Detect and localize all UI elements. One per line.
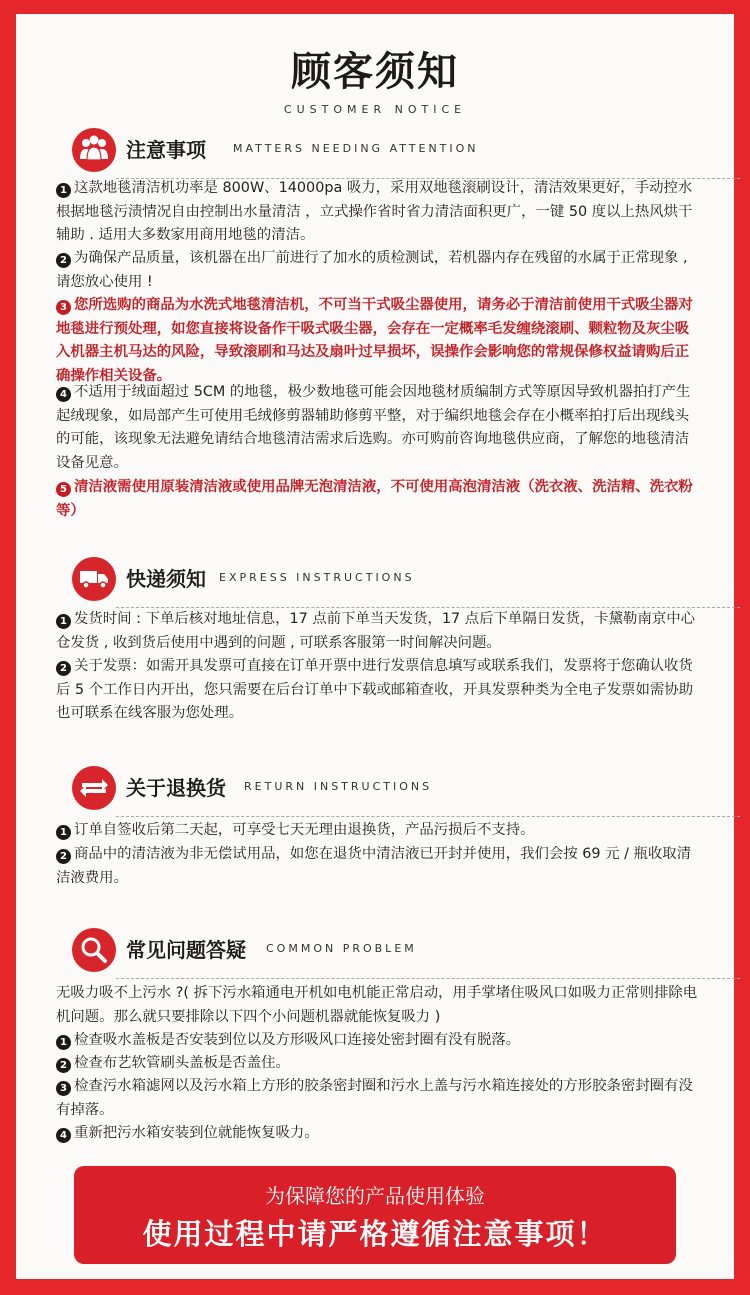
list-item [56,1029,702,1053]
title-cn: 顾客须知 [291,49,459,95]
list-item [56,655,702,726]
item-text: 检查吸水盖板是否安装到位以及方形吸风口连接处密封圈有没有脱落。 [74,1032,521,1048]
item-number: 4 [56,1128,71,1143]
section-divider [116,816,740,817]
truck-icon [72,557,116,601]
item-number: 1 [56,183,71,198]
item-text: 为确保产品质量，该机器在出厂前进行了加水的质检测试，若机器内存在残留的水属于正常现象 , 请您放心使用 ! [56,250,688,290]
item-number: 4 [56,387,71,402]
banner-subtitle: 为保障您的产品使用体验 [265,1184,485,1208]
item-number: 3 [56,300,71,315]
list-item [56,843,702,890]
list-item [56,1075,702,1122]
exchange-icon [72,766,116,810]
list-item [56,608,702,655]
section-title-cn: 常见问题答疑 [126,938,246,962]
list-item-warning [56,294,702,388]
list-item-warning [56,476,702,523]
item-number: 2 [56,849,71,864]
item-number: 2 [56,1058,71,1073]
item-number: 2 [56,661,71,676]
item-number: 3 [56,1081,71,1096]
banner-headline: 使用过程中请严格遵循注意事项！ [142,1217,608,1251]
section-title-en: COMMON PROBLEM [266,942,417,955]
magnifier-icon [72,928,116,972]
section-title-cn: 注意事项 [126,138,206,162]
page-title [16,40,734,116]
item-number: 1 [56,1035,71,1050]
title-en: CUSTOMER NOTICE [283,103,467,116]
item-text: 订单自签收后第二天起，可享受七天无理由退换货，产品污损后不支持。 [74,822,535,838]
item-text: 不适用于绒面超过 5CM 的地毯，极少数地毯可能会因地毯材质编制方式等原因导致机器拍打产生起绒现象，如局部产生可使用毛绒修剪器辅助修剪平整，对于编织地毯会存在小概率拍打后出现线头的可能，该现象无法避免请结合地毯清洁需求后选购。亦可购前咨询地毯供应商，了解您的地毯清洁设备见意。 [56,384,691,471]
list-item [56,819,702,843]
item-text: 发货时间 : 下单后核对地址信息，17 点前下单当天发货，17 点后下单隔日发货，卡黛勒南京中心仓发货 , 收到货后使用中遇到的问题 , 可联系客服第一时间解决问题。 [56,611,696,651]
section-title-en: RETURN INSTRUCTIONS [244,780,433,793]
section-title-cn: 快递须知 [126,567,206,591]
list-item [56,177,702,248]
item-number: 5 [56,482,71,497]
item-number: 1 [56,614,71,629]
item-text: 您所选购的商品为水洗式地毯清洁机，不可当干式吸尘器使用，请务必于清洁前使用干式吸尘器对地毯进行预处理，如您直接将设备作干吸式吸尘器，会存在一定概率毛发缠绕滚刷、颗粒物及灰尘吸入机器主机马达的风险，导致滚刷和马达及扇叶过早损坏，误操作会影响您的常规保修权益请购后正确操作相关设备。 [56,297,693,384]
section-divider [116,978,740,979]
item-text: 关于发票：如需开具发票可直接在订单开票中进行发票信息填写或联系我们，发票将于您确认收货后 5 个工作日内开出，您只需要在后台订单中下载或邮箱查收，开具发票种类为全电子发票如需协助也可联系在线客服为您处理。 [56,658,694,721]
list-item [56,1122,702,1146]
section-title-en: EXPRESS INSTRUCTIONS [219,571,415,584]
item-number: 2 [56,253,71,268]
list-item [56,381,702,475]
faq-intro: 无吸力吸不上污水 ?( 拆下污水箱通电开机如电机能正常启动，用手掌堵住吸风口如吸力正常则排除电机问题。那么就只要排除以下四个小问题机器就能恢复吸力 ) [56,985,698,1025]
item-text: 检查污水箱滤网以及污水箱上方形的胶条密封圈和污水上盖与污水箱连接处的方形胶条密封圈有没有掉落。 [56,1078,693,1118]
item-text: 清洁液需使用原装清洁液或使用品牌无泡清洁液，不可使用高泡清洁液（洗衣液、洗洁精、洗衣粉等） [56,479,693,519]
item-text: 商品中的清洁液为非无偿试用品，如您在退货中清洁液已开封并使用，我们会按 69 元 / 瓶收取清洁液费用。 [56,846,692,886]
item-text: 重新把污水箱安装到位就能恢复吸力。 [74,1125,319,1141]
notice-page [16,14,734,1279]
list-item [56,247,702,294]
section-title-cn: 关于退换货 [126,776,226,800]
item-text: 检查布艺软管刷头盖板是否盖住。 [74,1055,290,1071]
people-icon [72,128,116,172]
list-item [56,1052,702,1076]
item-number: 1 [56,825,71,840]
item-text: 这款地毯清洁机功率是 800W、14000pa 吸力，采用双地毯滚刷设计，清洁效果更好，手动控水根据地毯污渍情况自由控制出水量清洁 ，立式操作省时省力清洁面积更广，一键 50 度以上热风烘干辅助 . 适用大多数家用商用地毯的清洁。 [56,180,693,243]
reminder-banner [74,1166,676,1264]
section-title-en: MATTERS NEEDING ATTENTION [233,142,479,155]
